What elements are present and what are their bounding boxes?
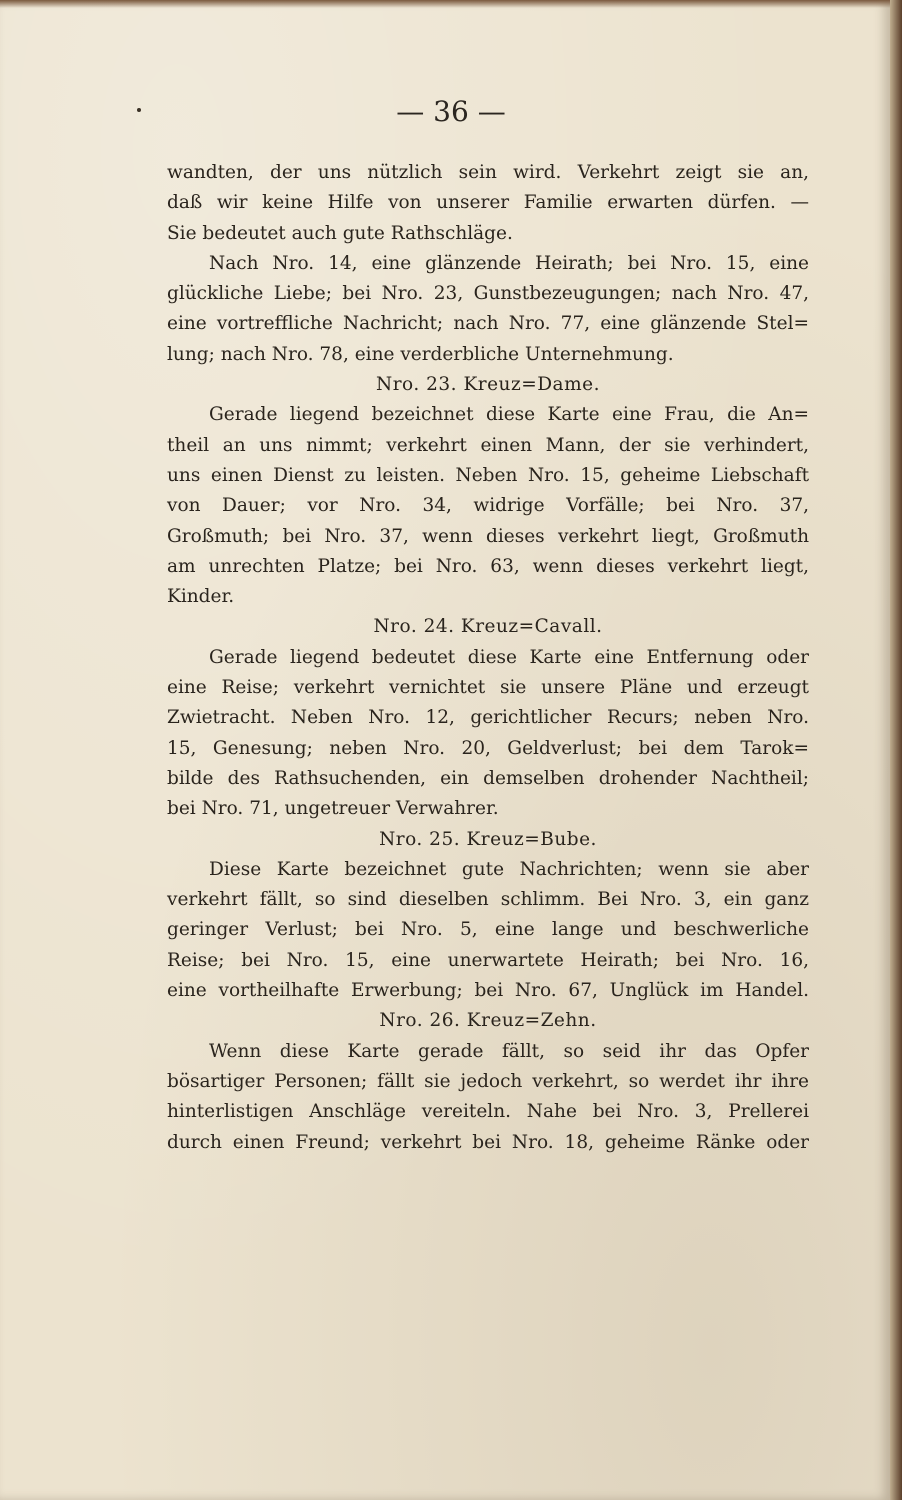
text-line: eine vortreffliche Nachricht; nach Nro. 77, eine glänzende Stel=	[167, 313, 809, 335]
section-heading: Nro. 23. Kreuz=Dame.	[376, 374, 600, 396]
page-number: — 36 —	[396, 95, 506, 128]
page-text-block	[167, 158, 809, 1158]
text-line: Kinder.	[167, 586, 235, 608]
text-line: uns einen Dienst zu leisten. Neben Nro. 15, geheime Liebschaft	[167, 464, 809, 486]
text-line: daß wir keine Hilfe von unserer Familie erwarten dürfen. —	[167, 192, 809, 214]
section-heading: Nro. 26. Kreuz=Zehn.	[379, 1010, 597, 1032]
text-line: Nach Nro. 14, eine glänzende Heirath; bei Nro. 15, eine	[209, 252, 809, 274]
page-edge	[890, 0, 902, 1500]
text-line: bei Nro. 71, ungetreuer Verwahrer.	[167, 798, 499, 820]
text-line: Gerade liegend bezeichnet diese Karte eine Frau, die An=	[209, 404, 809, 426]
text-line: verkehrt fällt, so sind dieselben schlimm. Bei Nro. 3, ein ganz	[167, 889, 809, 911]
text-line: bösartiger Personen; fällt sie jedoch verkehrt, so werdet ihr ihre	[167, 1070, 809, 1092]
text-line: Großmuth; bei Nro. 37, wenn dieses verkehrt liegt, Großmuth	[167, 525, 809, 547]
text-line: am unrechten Platze; bei Nro. 63, wenn dieses verkehrt liegt,	[167, 555, 809, 577]
page-top-stain	[0, 0, 890, 8]
text-line: eine vortheilhafte Erwerbung; bei Nro. 67, Unglück im Handel.	[167, 980, 809, 1002]
text-line: durch einen Freund; verkehrt bei Nro. 18, geheime Ränke oder	[167, 1131, 809, 1153]
section-heading: Nro. 24. Kreuz=Cavall.	[373, 616, 603, 638]
text-line: glückliche Liebe; bei Nro. 23, Gunstbezeugungen; nach Nro. 47,	[167, 283, 809, 305]
text-line: Zwietracht. Neben Nro. 12, gerichtlicher Recurs; neben Nro.	[167, 707, 809, 729]
text-line: hinterlistigen Anschläge vereiteln. Nahe bei Nro. 3, Prellerei	[167, 1101, 809, 1123]
text-line: eine Reise; verkehrt vernichtet sie unsere Pläne und erzeugt	[167, 677, 809, 699]
text-line: Sie bedeutet auch gute Rathschläge.	[167, 222, 513, 244]
section-heading: Nro. 25. Kreuz=Bube.	[379, 828, 597, 850]
text-line: geringer Verlust; bei Nro. 5, eine lange und beschwerliche	[167, 919, 809, 941]
text-line: lung; nach Nro. 78, eine verderbliche Unternehmung.	[167, 343, 674, 365]
text-line: theil an uns nimmt; verkehrt einen Mann, der sie verhindert,	[167, 434, 809, 456]
text-line: Gerade liegend bedeutet diese Karte eine Entfernung oder	[209, 646, 809, 668]
text-line: von Dauer; vor Nro. 34, widrige Vorfälle; bei Nro. 37,	[167, 495, 809, 517]
text-line: Reise; bei Nro. 15, eine unerwartete Heirath; bei Nro. 16,	[167, 949, 809, 971]
text-line: Diese Karte bezeichnet gute Nachrichten; wenn sie aber	[209, 858, 809, 880]
text-line: bilde des Rathsuchenden, ein demselben drohender Nachtheil;	[167, 767, 809, 789]
text-line: wandten, der uns nützlich sein wird. Verkehrt zeigt sie an,	[167, 162, 809, 183]
text-line: 15, Genesung; neben Nro. 20, Geldverlust; bei dem Tarok=	[167, 737, 809, 759]
text-line: Wenn diese Karte gerade fällt, so seid ihr das Opfer	[209, 1040, 809, 1062]
